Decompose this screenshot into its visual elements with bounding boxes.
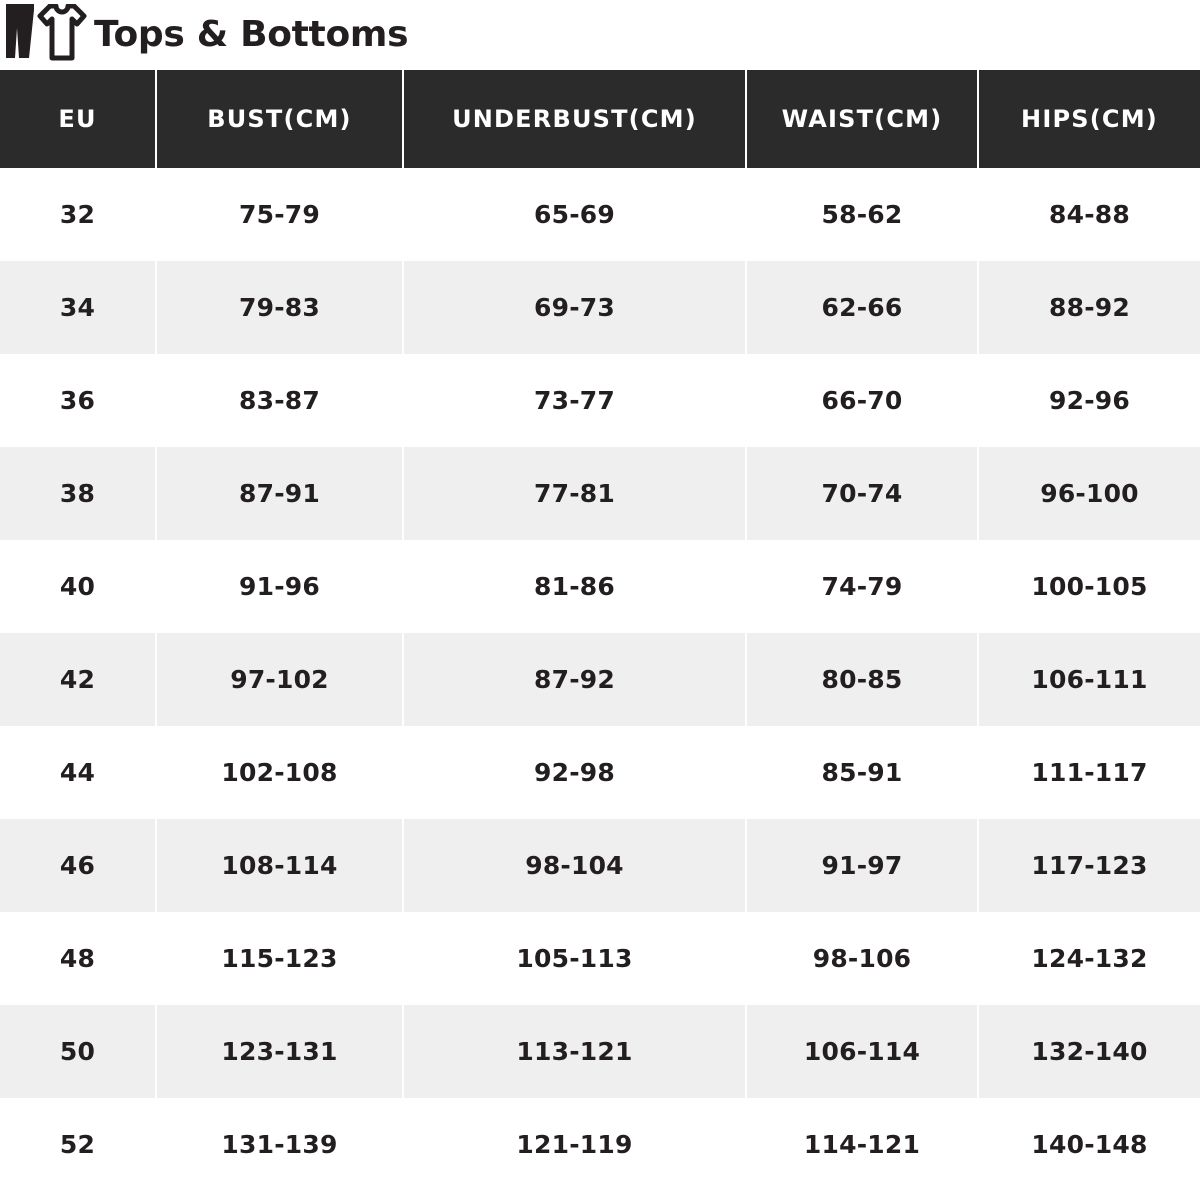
table-header-row [0,70,1200,168]
cell-hips: 92-96 [978,354,1200,447]
column-header-eu: EU [0,70,156,168]
cell-waist: 58-62 [746,168,978,261]
cell-eu: 52 [0,1098,156,1191]
cell-bust: 91-96 [156,540,403,633]
table-row [0,540,1200,633]
column-header-waist: WAIST(CM) [746,70,978,168]
cell-eu: 48 [0,912,156,1005]
cell-bust: 102-108 [156,726,403,819]
cell-bust: 131-139 [156,1098,403,1191]
column-header-bust: BUST(CM) [156,70,403,168]
cell-hips: 96-100 [978,447,1200,540]
table-row [0,819,1200,912]
cell-underbust: 69-73 [403,261,746,354]
size-chart-table [0,70,1200,1191]
column-header-hips: HIPS(CM) [978,70,1200,168]
table-row [0,912,1200,1005]
cell-underbust: 81-86 [403,540,746,633]
cell-waist: 70-74 [746,447,978,540]
table-row [0,1005,1200,1098]
cell-waist: 85-91 [746,726,978,819]
tops-and-bottoms-garment-icon [6,4,90,60]
column-header-underbust: UNDERBUST(CM) [403,70,746,168]
cell-eu: 38 [0,447,156,540]
table-body [0,168,1200,1191]
cell-waist: 74-79 [746,540,978,633]
cell-hips: 140-148 [978,1098,1200,1191]
cell-bust: 83-87 [156,354,403,447]
cell-underbust: 98-104 [403,819,746,912]
cell-hips: 124-132 [978,912,1200,1005]
cell-waist: 114-121 [746,1098,978,1191]
cell-underbust: 113-121 [403,1005,746,1098]
table-row [0,1098,1200,1191]
cell-bust: 115-123 [156,912,403,1005]
page-header [0,0,1200,70]
cell-hips: 88-92 [978,261,1200,354]
cell-bust: 123-131 [156,1005,403,1098]
cell-hips: 106-111 [978,633,1200,726]
table-row [0,261,1200,354]
cell-eu: 42 [0,633,156,726]
cell-bust: 75-79 [156,168,403,261]
cell-eu: 36 [0,354,156,447]
cell-eu: 32 [0,168,156,261]
cell-eu: 50 [0,1005,156,1098]
cell-underbust: 87-92 [403,633,746,726]
table-row [0,726,1200,819]
table-row [0,447,1200,540]
cell-waist: 80-85 [746,633,978,726]
cell-underbust: 73-77 [403,354,746,447]
cell-hips: 100-105 [978,540,1200,633]
cell-waist: 66-70 [746,354,978,447]
cell-bust: 79-83 [156,261,403,354]
cell-underbust: 65-69 [403,168,746,261]
cell-hips: 132-140 [978,1005,1200,1098]
cell-hips: 84-88 [978,168,1200,261]
cell-underbust: 77-81 [403,447,746,540]
cell-waist: 106-114 [746,1005,978,1098]
cell-eu: 34 [0,261,156,354]
cell-underbust: 92-98 [403,726,746,819]
cell-bust: 97-102 [156,633,403,726]
cell-waist: 98-106 [746,912,978,1005]
table-row [0,168,1200,261]
cell-underbust: 105-113 [403,912,746,1005]
cell-eu: 46 [0,819,156,912]
cell-hips: 111-117 [978,726,1200,819]
cell-waist: 62-66 [746,261,978,354]
cell-eu: 44 [0,726,156,819]
table-header [0,70,1200,168]
cell-hips: 117-123 [978,819,1200,912]
cell-waist: 91-97 [746,819,978,912]
cell-bust: 87-91 [156,447,403,540]
cell-underbust: 121-119 [403,1098,746,1191]
cell-eu: 40 [0,540,156,633]
cell-bust: 108-114 [156,819,403,912]
table-row [0,633,1200,726]
page-title: Tops & Bottoms [94,14,409,55]
table-row [0,354,1200,447]
